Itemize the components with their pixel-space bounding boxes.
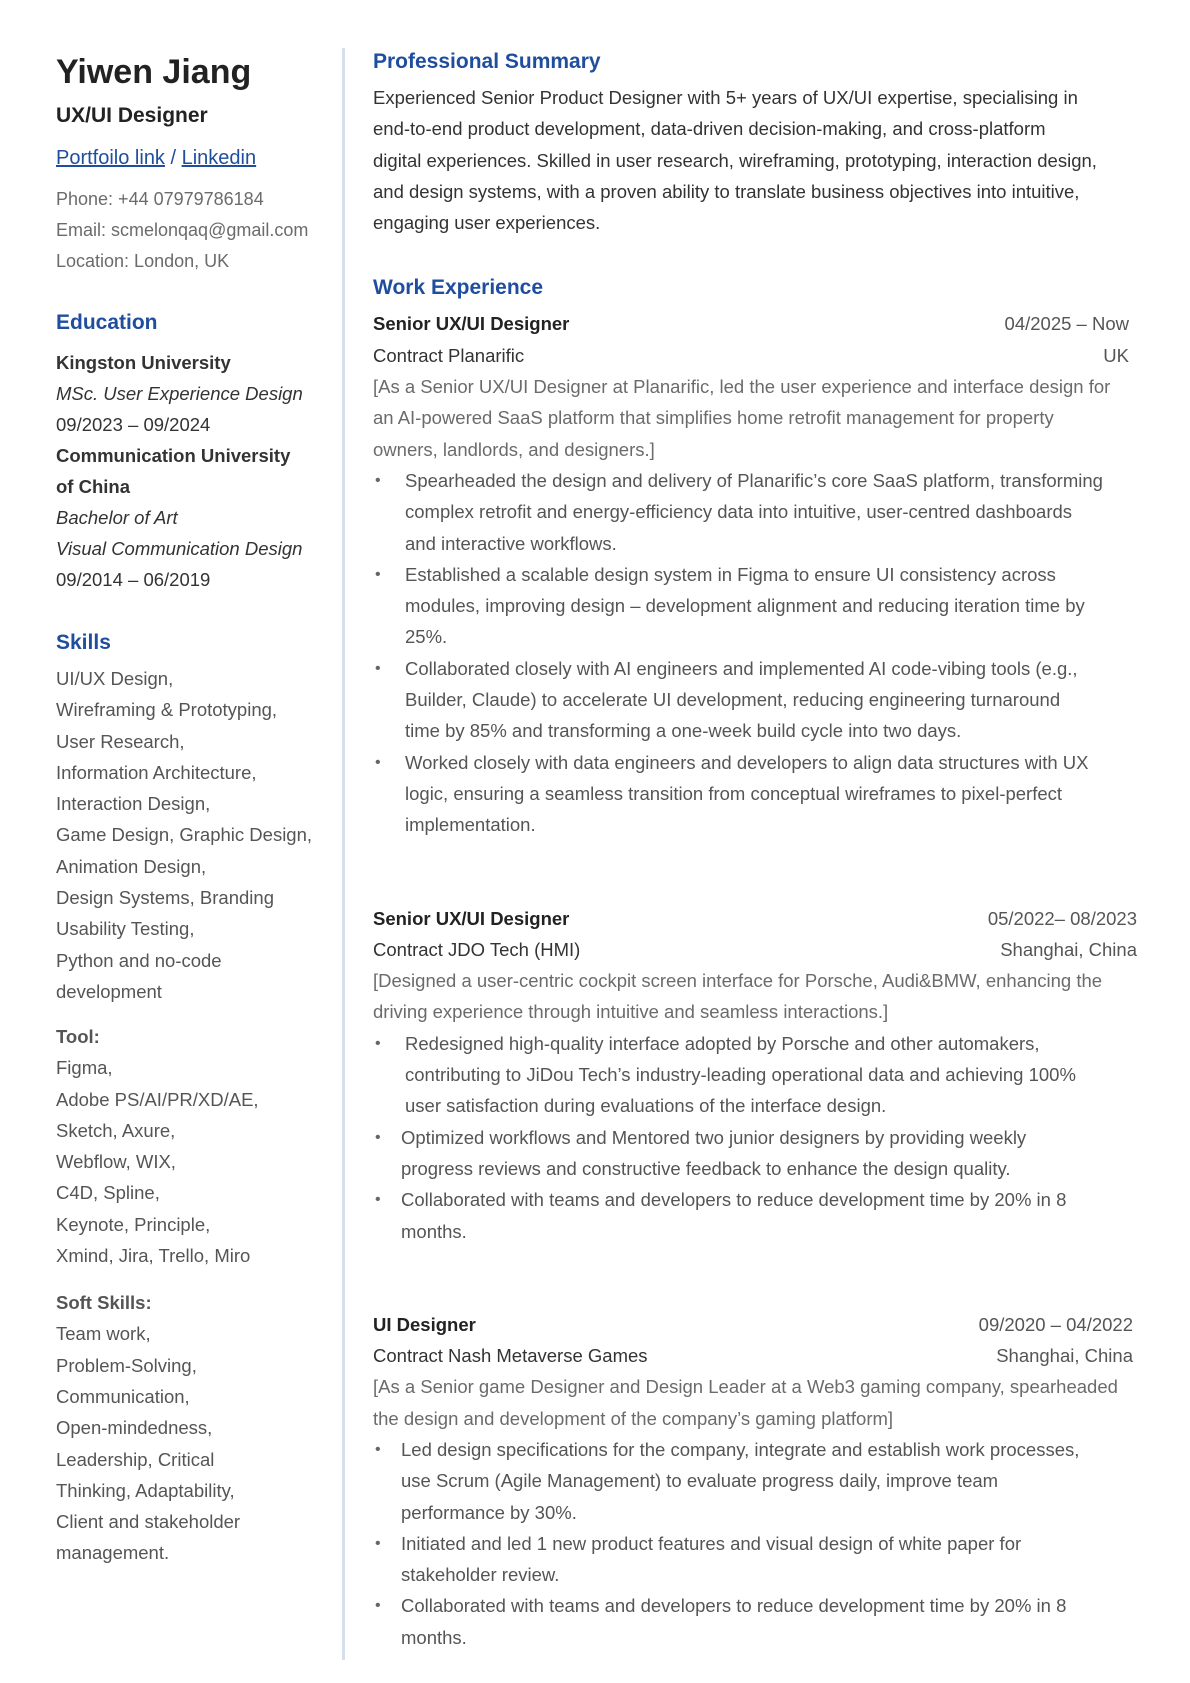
job-bullets [373, 1028, 1143, 1247]
summary-text [373, 82, 1143, 238]
job-description-line: [As a Senior UX/UI Designer at Planarific, led the user experience and interface design for [373, 376, 1111, 398]
skill-line: Interaction Design, [56, 793, 211, 815]
job-company: Contract Nash Metaverse Games [373, 1345, 648, 1367]
main-content [373, 48, 1143, 1653]
job-company: Contract Planarific [373, 344, 525, 366]
degree-major: Visual Communication Design [56, 538, 303, 559]
job-title: UI Designer [373, 1313, 476, 1335]
tool-list [56, 1052, 336, 1271]
skill-line: development [56, 980, 162, 1002]
tool-line: Sketch, Axure, [56, 1119, 176, 1141]
job-location: UK [1103, 344, 1129, 366]
tool-line: Webflow, WIX, [56, 1151, 176, 1173]
summary-line: digital experiences. Skilled in user research, wireframing, prototyping, interaction design, [373, 149, 1097, 171]
job-bullets [373, 465, 1143, 841]
bullet-line: Builder, Claude) to accelerate UI development, reducing engineering turnaround [405, 689, 1061, 711]
tool-line: Figma, [56, 1057, 113, 1079]
bullet-line: • Initiated and led 1 new product features and visual design of white paper for [401, 1532, 1022, 1554]
bullet-line: performance by 30%. [401, 1501, 577, 1523]
skills-heading: Skills [56, 631, 111, 654]
bullet-line: months. [401, 1626, 467, 1648]
tool-line: Adobe PS/AI/PR/XD/AE, [56, 1088, 259, 1110]
soft-skill-line: Leadership, Critical [56, 1448, 215, 1470]
bullet-item [373, 465, 1143, 559]
skill-line: Design Systems, Branding [56, 887, 274, 909]
summary-heading: Professional Summary [373, 50, 601, 73]
job-bullets [373, 1434, 1143, 1653]
bullet-line: • Worked closely with data engineers and developers to align data structures with UX [405, 751, 1089, 773]
skills-list [56, 663, 336, 1007]
linkedin-link[interactable]: Linkedin [181, 147, 257, 169]
candidate-name: Yiwen Jiang [56, 53, 252, 91]
education-dates: 09/2023 – 09/2024 [56, 414, 211, 435]
bullet-line: months. [401, 1220, 467, 1242]
job-dates: 04/2025 – Now [1004, 313, 1129, 335]
bullet-item [373, 653, 1143, 747]
work-heading: Work Experience [373, 276, 544, 300]
bullet-item [373, 747, 1143, 841]
job-dates: 05/2022– 08/2023 [987, 907, 1137, 929]
sidebar [56, 50, 336, 1569]
soft-skill-line: Client and stakeholder [56, 1511, 241, 1533]
degree-name: MSc. User Experience Design [56, 383, 303, 404]
column-divider [342, 48, 345, 1660]
job-entry [373, 1309, 1143, 1653]
job-description-line: [As a Senior game Designer and Design Leader at a Web3 gaming company, spearheaded [373, 1376, 1118, 1398]
education-dates: 09/2014 – 06/2019 [56, 569, 211, 590]
skill-line: User Research, [56, 730, 185, 752]
portfolio-link[interactable]: Portfoilo link [56, 147, 165, 169]
skill-line: Usability Testing, [56, 918, 195, 940]
job-company: Contract JDO Tech (HMI) [373, 938, 581, 960]
bullet-line: contributing to JiDou Tech’s industry-leading operational data and achieving 100% [405, 1064, 1076, 1086]
bullet-line: • Collaborated closely with AI engineers and implemented AI code-vibing tools (e.g., [405, 657, 1078, 679]
job-description-line: the design and development of the company’s gaming platform] [373, 1407, 894, 1429]
contact-info [56, 184, 336, 277]
soft-skills-list [56, 1318, 336, 1568]
education-heading: Education [56, 311, 158, 334]
job-description [373, 371, 1143, 465]
tool-line: Keynote, Principle, [56, 1213, 211, 1235]
summary-line: Experienced Senior Product Designer with 5+ years of UX/UI expertise, specialising in [373, 87, 1078, 108]
school-name: Communication University [56, 445, 291, 466]
bullet-line: user satisfaction during evaluations of the interface design. [405, 1095, 887, 1117]
education-list [56, 347, 336, 595]
soft-skill-line: management. [56, 1542, 170, 1564]
bullet-item [373, 1434, 1143, 1528]
job-dates: 09/2020 – 04/2022 [978, 1313, 1133, 1335]
summary-line: engaging user experiences. [373, 212, 601, 234]
tool-line: C4D, Spline, [56, 1182, 160, 1204]
job-entry [373, 308, 1143, 840]
location-text: Location: London, UK [56, 251, 230, 271]
bullet-line: 25%. [405, 626, 448, 648]
school-name: Kingston University [56, 352, 231, 373]
bullet-item [373, 1528, 1143, 1591]
bullet-line: • Established a scalable design system in Figma to ensure UI consistency across [405, 563, 1056, 585]
skill-line: Animation Design, [56, 855, 207, 877]
profile-links [56, 144, 336, 172]
soft-skill-line: Communication, [56, 1385, 190, 1407]
bullet-line: and interactive workflows. [405, 532, 617, 554]
bullet-item [373, 1590, 1143, 1653]
soft-skills-heading: Soft Skills: [56, 1292, 152, 1314]
bullet-line: • Redesigned high-quality interface adopted by Porsche and other automakers, [405, 1032, 1040, 1054]
school-name-cont: of China [56, 476, 130, 497]
skill-line: Wireframing & Prototyping, [56, 699, 278, 721]
soft-skill-line: Team work, [56, 1323, 151, 1345]
job-description-line: an AI-powered SaaS platform that simplifies home retrofit management for property [373, 407, 1054, 429]
bullet-line: • Led design specifications for the company, integrate and establish work processes, [401, 1438, 1080, 1460]
summary-line: end-to-end product development, data-driven decision-making, and cross-platform [373, 118, 1046, 140]
skill-line: UI/UX Design, [56, 668, 174, 689]
bullet-line: time by 85% and transforming a one-week build cycle into two days. [405, 720, 962, 742]
bullet-line: modules, improving design – development alignment and reducing iteration time by [405, 595, 1085, 617]
skill-line: Information Architecture, [56, 761, 257, 783]
bullet-line: implementation. [405, 814, 536, 836]
bullet-line: use Scrum (Agile Management) to evaluate progress daily, improve team [401, 1470, 999, 1492]
bullet-line: • Collaborated with teams and developers to reduce development time by 20% in 8 [401, 1595, 1067, 1617]
soft-skill-line: Open-mindedness, [56, 1417, 213, 1439]
job-description-line: owners, landlords, and designers.] [373, 438, 655, 460]
job-entry [373, 903, 1143, 1247]
soft-skill-line: Problem-Solving, [56, 1354, 197, 1376]
job-title: Senior UX/UI Designer [373, 313, 570, 335]
tool-heading: Tool: [56, 1026, 100, 1048]
bullet-line: stakeholder review. [401, 1564, 560, 1586]
bullet-line: • Optimized workflows and Mentored two junior designers by providing weekly [401, 1126, 1027, 1148]
email-text: Email: scmelonqaq@gmail.com [56, 220, 309, 240]
bullet-line: • Collaborated with teams and developers to reduce development time by 20% in 8 [401, 1189, 1067, 1211]
bullet-line: complex retrofit and energy-efficiency data into intuitive, user-centred dashboards [405, 501, 1073, 523]
degree-name: Bachelor of Art [56, 507, 178, 528]
soft-skill-line: Thinking, Adaptability, [56, 1479, 235, 1501]
job-description [373, 1371, 1143, 1434]
bullet-line: • Spearheaded the design and delivery of Planarific’s core SaaS platform, transforming [405, 469, 1103, 491]
tool-line: Xmind, Jira, Trello, Miro [56, 1245, 251, 1267]
job-description-line: driving experience through intuitive and seamless interactions.] [373, 1001, 889, 1023]
skill-line: Python and no-code [56, 949, 222, 971]
job-location: Shanghai, China [996, 1345, 1133, 1367]
summary-line: and design systems, with a proven ability to translate business objectives into intuitive, [373, 180, 1080, 202]
bullet-line: logic, ensuring a seamless transition from conceptual wireframes to pixel-perfect [405, 782, 1063, 804]
job-title: Senior UX/UI Designer [373, 907, 570, 929]
bullet-item [373, 1122, 1143, 1185]
bullet-item [373, 1184, 1143, 1247]
job-location: Shanghai, China [1000, 938, 1137, 960]
skill-line: Game Design, Graphic Design, [56, 824, 313, 846]
phone-text: Phone: +44 07979786184 [56, 189, 264, 209]
job-description-line: [Designed a user-centric cockpit screen interface for Porsche, Audi&BMW, enhancing the [373, 970, 1103, 992]
bullet-item [373, 1028, 1143, 1122]
link-separator: / [164, 147, 182, 169]
job-description [373, 965, 1143, 1028]
bullet-line: progress reviews and constructive feedback to enhance the design quality. [401, 1157, 1011, 1179]
candidate-role: UX/UI Designer [56, 104, 208, 127]
bullet-item [373, 559, 1143, 653]
